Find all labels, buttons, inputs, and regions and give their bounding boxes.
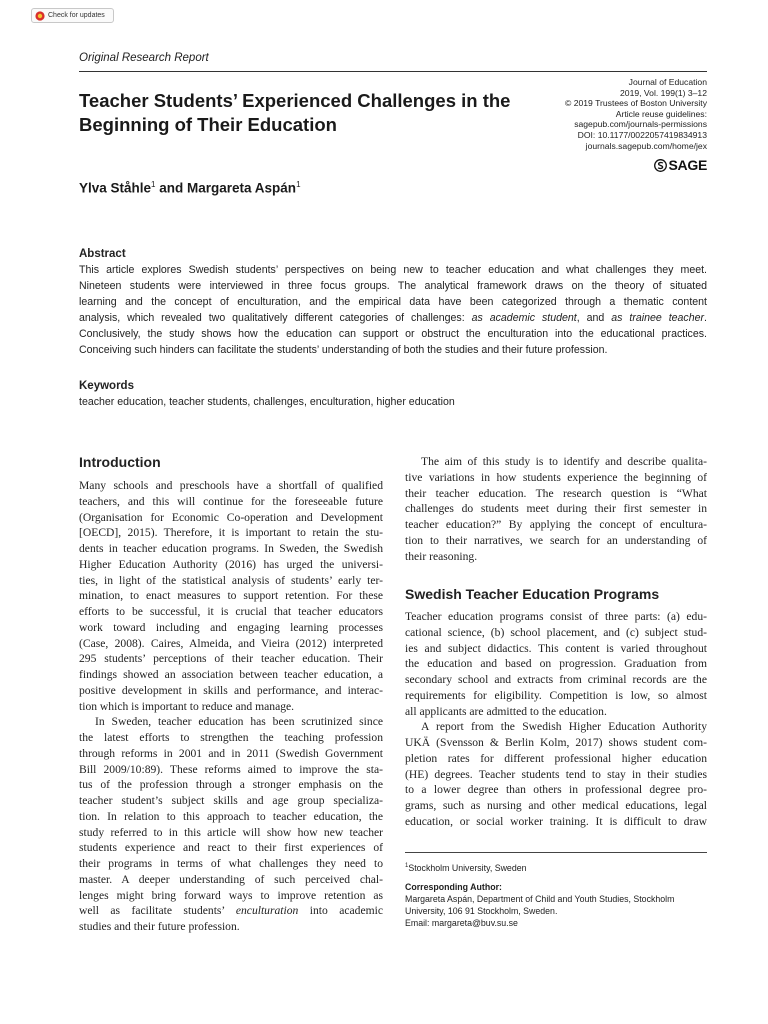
body-line: teacher education?” By applying the concept of encultura-	[405, 518, 707, 531]
body-line: In Sweden, teacher education has been scrutinized since	[95, 715, 383, 729]
body-line: teacher student’s subject skills and age group specializa-	[79, 794, 383, 807]
body-line: well as facilitate students’ enculturation into academic	[79, 904, 383, 918]
author-name: Ylva Ståhle	[79, 180, 152, 196]
body-line: the education and based on progression. Graduation from	[405, 657, 707, 671]
abstract-line: This article explores Swedish students’ perspectives on being new to teacher education and what challenges they meet.	[79, 264, 707, 276]
reuse-guidelines-label: Article reuse guidelines:	[615, 108, 707, 119]
aim-paragraph	[405, 454, 707, 564]
authors	[79, 180, 301, 196]
title-line: Beginning of Their Education	[79, 114, 337, 135]
body-line: (Case, 2008). Caires, Almeida, and Vieira (2012) interpreted	[79, 636, 383, 650]
body-line: (Organisation for Economic Co-operation and Development	[79, 510, 383, 524]
body-line: challenges do students meet during their first semester in	[405, 502, 707, 516]
body-line: Teacher education programs consist of three parts: (a) edu-	[405, 610, 707, 623]
copyright: © 2019 Trustees of Boston University	[565, 98, 707, 109]
body-line: to a lower degree than others in professional degree pro-	[405, 783, 707, 797]
body-line: A report from the Swedish Higher Education Authority	[421, 720, 707, 734]
journal-name: Journal of Education	[628, 77, 707, 87]
journal-home-link[interactable]: journals.sagepub.com/home/jex	[585, 140, 707, 151]
body-line: pletion rates for different professional higher education	[405, 751, 707, 765]
body-line: Higher Education Authority (2016) has urged the universi-	[79, 557, 383, 571]
body-line: ties, in light of the statistical analysis of students’ early ter-	[79, 573, 383, 587]
introduction-body	[79, 478, 383, 935]
publisher-name: SAGE	[668, 157, 707, 173]
body-line: ies and subject didactics. This content is varied throughout	[405, 641, 707, 655]
affiliation-footnote	[405, 860, 707, 874]
keywords-text: teacher education, teacher students, challenges, enculturation, higher education	[79, 396, 455, 408]
body-line: 295 students’ perceptions of their teacher education. Their	[79, 652, 383, 666]
sage-logo-icon	[654, 159, 667, 172]
body-line: the latest efforts to strengthen the teaching profession	[79, 731, 383, 744]
body-line: work toward including and engaging learning processes	[79, 620, 383, 634]
abstract-line: learning and the concept of enculturation, and the empirical data have been categorized through a thematic content	[79, 295, 707, 308]
sage-logo	[654, 157, 707, 173]
body-line: (HE) degrees. Teacher students tend to stay in their studies	[405, 767, 707, 781]
corr-email[interactable]: Email: margareta@buv.su.se	[405, 918, 518, 929]
body-line: lenges might bring forward ways to improve retention as	[79, 888, 383, 902]
body-line: cational science, (b) school placement, and (c) subject stud-	[405, 625, 707, 639]
corresponding-author-details	[405, 893, 707, 930]
body-line: all applicants are admitted to the education.	[405, 704, 607, 718]
affiliation-marker: 1	[296, 180, 301, 189]
body-line: tive variations in how students experience the beginning of	[405, 470, 707, 484]
corr-line: Margareta Aspán, Department of Child and Youth Studies, Stockholm	[405, 894, 675, 904]
body-line: teachers, and this will continue for the foreseeable future	[79, 494, 383, 508]
body-line: students experience and react to their first experiences of	[79, 841, 383, 855]
body-line: positive development in skills and performance, and interac-	[79, 683, 383, 697]
doi-link[interactable]: DOI: 10.1177/0022057419834913	[577, 129, 707, 140]
header-rule	[79, 71, 707, 72]
author-conjunction: and	[155, 180, 188, 196]
body-line: UKÄ (Svensson & Berlin Kolm, 2017) shows student com-	[405, 736, 707, 749]
title-line: Teacher Students’ Experienced Challenges in the	[79, 90, 511, 111]
body-line: education, or social worker training. It is difficult to draw	[405, 814, 707, 828]
abstract-heading: Abstract	[79, 248, 126, 260]
body-line: studies and their future profession.	[79, 920, 240, 933]
body-line: mination, to enact measures to support retention. For these	[79, 589, 383, 603]
corr-line: University, 106 91 Stockholm, Sweden.	[405, 906, 558, 917]
report-type: Original Research Report	[79, 52, 209, 64]
body-line: their reasoning.	[405, 549, 478, 563]
body-line: tus of the profession through a stronger emphasis on the	[79, 778, 383, 792]
affiliation-text: Stockholm University, Sweden	[408, 862, 527, 873]
journal-info	[487, 77, 707, 151]
abstract-line: Conclusively, the study shows how the education can support or obstruct the enculturation into the educational practices.	[79, 327, 707, 340]
body-line: study referred to in this article will show how new teacher	[79, 825, 383, 839]
abstract-line: Nineteen students were interviewed in three focus groups. The analytical framework draws on the theory of situated	[79, 279, 707, 292]
programs-body	[405, 609, 707, 830]
body-line: secondary school and extracts from criminal records are the	[405, 673, 707, 686]
body-line: master. A deeper understanding of such perceived chal-	[79, 872, 383, 886]
body-line: grams, such as nursing and other medical educations, legal	[405, 799, 707, 812]
body-line: their programs in terms of what challenges they need to	[79, 857, 383, 870]
body-line: dents in teacher education programs. In Sweden, the Swedish	[79, 542, 383, 555]
affiliation-marker: 1	[405, 863, 409, 869]
check-updates-icon	[35, 11, 45, 21]
footnote-rule	[405, 852, 707, 853]
body-line: findings showed an association between teacher education, a	[79, 668, 383, 681]
body-line: tion which is important to reduce and manage.	[79, 699, 295, 713]
check-for-updates-badge[interactable]	[31, 8, 114, 23]
permissions-link[interactable]: sagepub.com/journals-permissions	[574, 119, 707, 130]
abstract-line: Conceiving such hinders can facilitate the students’ understanding of both the studies and their future profession.	[79, 343, 608, 356]
body-line: requirements for eligibility. Competition is low, so almost	[405, 688, 707, 702]
body-line: their teacher education. The research question is “What	[405, 486, 707, 500]
body-line: efforts to be successful, it is crucial that teacher educators	[79, 605, 383, 618]
keywords-heading: Keywords	[79, 380, 134, 392]
abstract-line: analysis, which revealed two qualitatively different categories of challenges: as academic student, and as trainee teacher.	[79, 311, 707, 324]
author-name: Margareta Aspán	[187, 180, 297, 196]
body-line: through reforms in 2001 and in 2011 (Swedish Government	[79, 746, 383, 760]
programs-heading: Swedish Teacher Education Programs	[405, 586, 660, 602]
check-for-updates-label: Check for updates	[48, 12, 105, 19]
body-line: tion to their narratives, we search for an understanding of	[405, 533, 707, 547]
body-line: Bill 2009/10:89). These reforms aimed to improve the sta-	[79, 762, 383, 776]
body-line: Many schools and preschools have a shortfall of qualified	[79, 479, 383, 492]
affiliation-marker: 1	[151, 180, 156, 189]
introduction-heading: Introduction	[79, 454, 161, 470]
body-line: [OECD], 2015). Therefore, it is important to retain the stu-	[79, 526, 383, 540]
abstract-text	[79, 263, 707, 358]
body-line: tion. In relation to this approach to teacher education, the	[79, 809, 383, 823]
corresponding-author-heading: Corresponding Author:	[405, 882, 502, 892]
journal-volume: 2019, Vol. 199(1) 3–12	[620, 87, 707, 98]
body-line: The aim of this study is to identify and describe qualita-	[421, 455, 707, 468]
